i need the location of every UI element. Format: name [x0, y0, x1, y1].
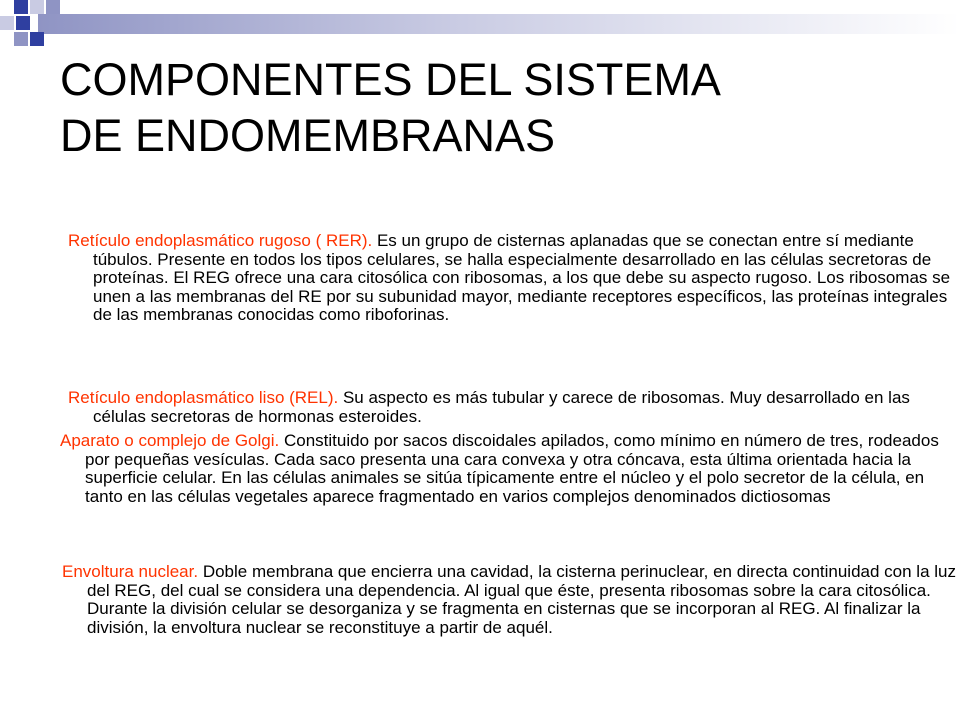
slide-title-line2: DE ENDOMEMBRANAS [60, 110, 556, 161]
deco-square-dark-1 [14, 0, 28, 14]
term-rel: Retículo endoplasmático liso (REL). [68, 388, 339, 407]
deco-square-mid-2 [14, 32, 28, 46]
deco-square-light-1 [30, 0, 44, 14]
paragraph-rer [68, 232, 953, 325]
deco-square-mid-1 [46, 0, 60, 14]
deco-square-dark-3 [30, 32, 44, 46]
paragraph-golgi [60, 432, 955, 506]
slide-title-line1: COMPONENTES DEL SISTEMA [60, 54, 721, 105]
slide-title [60, 52, 940, 164]
text-rer: Es un grupo de cisternas aplanadas que se conectan entre sí mediante túbulos. Presente en todos los tipos celulares, se halla especialmente desarrollado en las células secretoras de proteínas. El REG ofrece una cara citosólica con ribosomas, a los que debe su aspecto rugoso. Los ribosomas se unen a las membranas del RE por su subunidad mayor, mediante receptores específicos, las proteínas integrales de las membranas conocidas como riboforinas. [93, 231, 951, 324]
paragraph-envoltura [62, 563, 957, 637]
term-golgi: Aparato o complejo de Golgi. [60, 431, 280, 450]
paragraph-rel [68, 389, 953, 426]
header-decoration [0, 0, 960, 60]
text-envoltura: Doble membrana que encierra una cavidad, la cisterna perinuclear, en directa continuidad con la luz del REG, del cual se considera una dependencia. Al igual que éste, presenta ribosomas sobre la cara citosólica. Durante la división celular se desorganiza y se fragmenta en cisternas que se incorporan al REG. Al finalizar la división, la envoltura nuclear se reconstituye a partir de aquél. [87, 562, 956, 637]
deco-square-light-2 [0, 16, 14, 30]
text-rel: Su aspecto es más tubular y carece de ribosomas. Muy desarrollado en las células secretoras de hormonas esteroides. [93, 388, 910, 426]
header-gradient-bar [38, 14, 960, 34]
text-golgi: Constituido por sacos discoidales apilados, como mínimo en número de tres, rodeados por pequeñas vesículas. Cada saco presenta una cara convexa y otra cóncava, esta última orientada hacia la superficie celular. En las células animales se sitúa típicamente entre el núcleo y el polo secretor de la célula, en tanto en las células vegetales aparece fragmentado en varios complejos denominados dictiosomas [85, 431, 939, 506]
term-envoltura: Envoltura nuclear. [62, 562, 199, 581]
term-rer: Retículo endoplasmático rugoso ( RER). [68, 231, 373, 250]
deco-square-dark-2 [16, 16, 30, 30]
